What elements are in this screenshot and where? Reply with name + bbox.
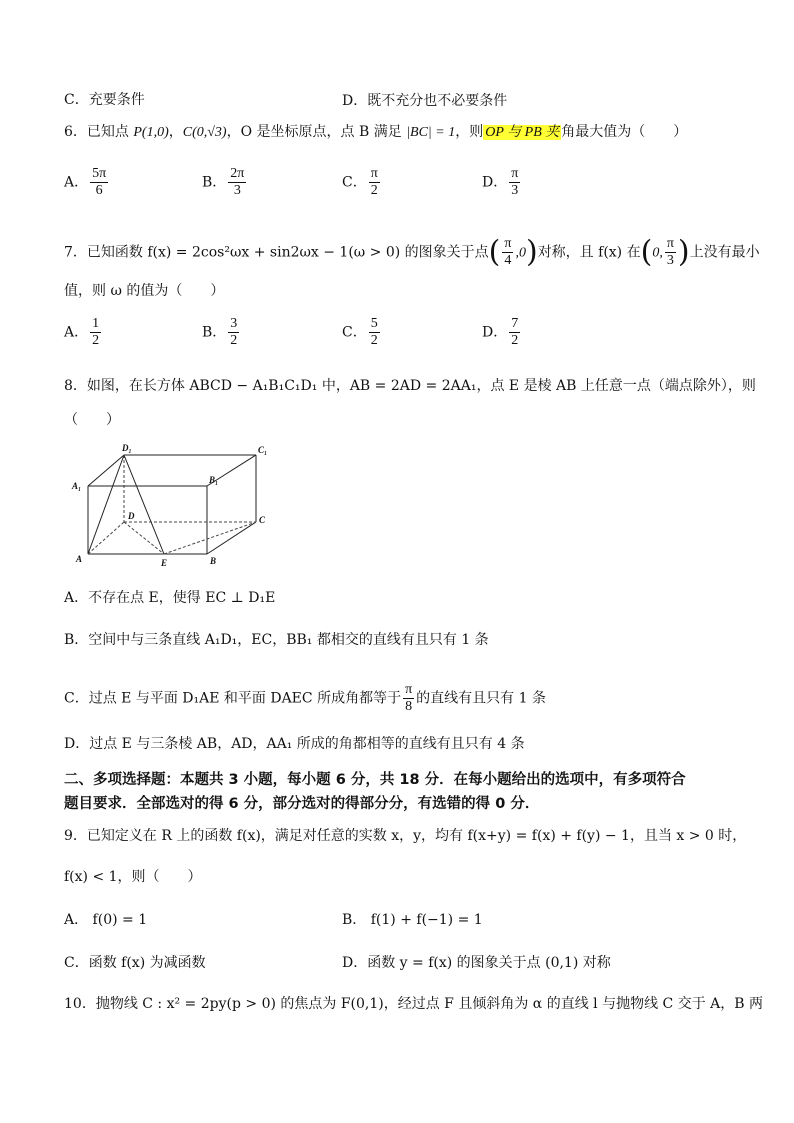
frac-num: π — [405, 682, 413, 697]
q7-option-a-frac — [90, 316, 101, 349]
label-d: D — [128, 511, 135, 521]
frac-den: 2 — [370, 183, 378, 198]
q9-stem-line1: 9．已知定义在 R 上的函数 f(x)，满足对任意的实数 x，y，均有 f(x+y) = f(x) + f(y) − 1，且当 x > 0 时， — [64, 828, 747, 844]
q6-option-a-frac — [90, 166, 108, 199]
q6-option-c-letter: C． — [342, 174, 367, 191]
q6-option-b-frac — [228, 166, 246, 199]
edge-b-c — [207, 522, 256, 554]
q7-option-c — [342, 316, 382, 349]
q6-highlight: OP 与 PB 夹 — [485, 125, 560, 140]
label-c1: C₁ — [258, 445, 268, 455]
q8-option-c-a: C．过点 E 与平面 D₁AE 和平面 DAEC 所成角都等于 — [64, 690, 402, 707]
section2-heading-line1: 二、多项选择题：本题共 3 小题，每小题 6 分，共 18 分．在每小题给出的选项中，有多项符合 — [64, 772, 686, 788]
frac-den: 2 — [230, 333, 238, 348]
q7-option-a — [64, 316, 103, 349]
q5-option-d: D．既不充分也不必要条件 — [342, 93, 508, 109]
q7-interval-head: 0, — [652, 245, 663, 261]
q6-option-d-frac — [509, 166, 520, 199]
q8-paren: （ ） — [64, 412, 120, 428]
q7-stem-c: 上没有最小 — [689, 244, 760, 261]
q7-option-b-frac — [228, 316, 239, 349]
frac-den: 8 — [405, 699, 413, 714]
q7-stem-b: 对称，且 f(x) 在 — [537, 244, 641, 261]
q6-option-d-letter: D． — [482, 174, 508, 191]
q9-option-a: A． f(0) = 1 — [64, 912, 148, 928]
q7-option-c-letter: C． — [342, 324, 367, 341]
q9-stem-line2: f(x) < 1，则（ ） — [64, 869, 202, 885]
q7-point-frac — [502, 236, 513, 269]
label-a1: A₁ — [72, 481, 82, 491]
frac-den: 6 — [95, 183, 103, 198]
q8-option-a: A．不存在点 E，使得 EC ⊥ D₁E — [64, 590, 276, 606]
frac-num: 7 — [511, 316, 519, 331]
q6-point-c: C(0,√3) — [182, 125, 227, 140]
q6-option-b — [202, 166, 248, 199]
q6-option-c-frac — [369, 166, 380, 199]
q6-option-d — [482, 166, 522, 199]
q7-stem: 7．已知函数 f(x) = 2cos²ωx + sin2ωx − 1(ω > 0) 的图象关于点( $\frac{\pi}{4}$ ,0)对称，且 f(x) 在(0, $\frac{\pi}{3}$ )上没有最小 — [64, 234, 760, 270]
frac-num: 5π — [92, 166, 107, 181]
frac-num: 3 — [230, 316, 238, 331]
frac-num: π — [666, 236, 674, 251]
frac-den: 2 — [370, 333, 378, 348]
frac-den: 3 — [666, 253, 674, 268]
frac-den: 2 — [511, 333, 519, 348]
q7-option-d-frac — [509, 316, 520, 349]
q6-stem-b: ，O 是坐标原点，点 B 满足 — [226, 124, 407, 140]
label-b: B — [210, 556, 217, 566]
q7-stem-a: 7．已知函数 f(x) = 2cos²ωx + sin2ωx − 1(ω > 0) 的图象关于点 — [64, 244, 489, 261]
q7-line2: 值，则 ω 的值为（ ） — [64, 283, 225, 299]
q7-option-b-letter: B． — [202, 324, 227, 341]
q8-option-b: B．空间中与三条直线 A₁D₁，EC，BB₁ 都相交的直线有且只有 1 条 — [64, 632, 489, 648]
frac-den: 3 — [511, 183, 519, 198]
hidden-seg-e-c — [164, 522, 256, 554]
label-c: C — [259, 515, 266, 525]
q9-option-d: D．函数 y = f(x) 的图象关于点 (0,1) 对称 — [342, 955, 611, 971]
frac-den: 3 — [233, 183, 241, 198]
q6-stem-d: 角最大值为（ ） — [561, 124, 688, 140]
q7-option-b — [202, 316, 241, 349]
q7-point-tail: ,0 — [515, 245, 526, 261]
q6-stem: 6．已知点 P(1,0)，C(0,√3)，O 是坐标原点，点 B 满足 |BC| = 1，则 OP 与 PB 夹 角最大值为（ ） — [64, 124, 688, 140]
q5-option-c: C．充要条件 — [64, 92, 145, 108]
q9-option-c: C．函数 f(x) 为减函数 — [64, 955, 206, 971]
section2-heading-line2: 题目要求．全部选对的得 6 分，部分选对的得部分分，有选错的得 0 分． — [64, 796, 540, 812]
q6-option-c — [342, 166, 382, 199]
q7-option-a-letter: A． — [64, 324, 89, 341]
q7-interval-frac — [665, 236, 676, 269]
q8-option-c — [64, 682, 546, 715]
q8-option-d: D．过点 E 与三条棱 AB，AD，AA₁ 所成的角都相等的直线有且只有 4 条 — [64, 736, 525, 752]
q7-option-d — [482, 316, 522, 349]
q8-option-c-frac — [403, 682, 414, 715]
q10-stem-line1: 10．抛物线 C : x² = 2py(p > 0) 的焦点为 F(0,1)，经过点 F 且倾斜角为 α 的直线 l 与抛物线 C 交于 A，B 两 — [64, 996, 763, 1012]
q6-option-a-letter: A． — [64, 174, 89, 191]
q6-option-b-letter: B． — [202, 174, 227, 191]
cuboid-figure — [64, 440, 284, 570]
q8-stem: 8．如图，在长方体 ABCD − A₁B₁C₁D₁ 中，AB = 2AD = 2AA₁，点 E 是棱 AB 上任意一点（端点除外），则 — [64, 378, 756, 394]
frac-num: 2π — [230, 166, 245, 181]
q6-stem-c: ，则 — [455, 124, 484, 140]
q7-option-c-frac — [369, 316, 380, 349]
q8-option-c-b: 的直线有且只有 1 条 — [416, 690, 546, 707]
label-d1: D₁ — [122, 443, 132, 453]
frac-num: π — [511, 166, 519, 181]
seg-d1-e — [124, 455, 164, 554]
q7-option-d-letter: D． — [482, 324, 508, 341]
frac-num: π — [370, 166, 378, 181]
label-a: A — [76, 554, 83, 564]
frac-num: 1 — [92, 316, 100, 331]
label-b1: B₁ — [209, 475, 219, 485]
label-e: E — [161, 558, 168, 568]
frac-num: 5 — [370, 316, 378, 331]
q6-point-p: P(1,0) — [133, 125, 169, 140]
frac-den: 2 — [92, 333, 100, 348]
q6-condition: |BC| = 1 — [406, 125, 456, 140]
q6-stem-a: 6．已知点 — [64, 124, 134, 140]
q9-option-b: B． f(1) + f(−1) = 1 — [342, 912, 483, 928]
frac-num: π — [504, 236, 512, 251]
q6-option-a — [64, 166, 110, 199]
frac-den: 4 — [504, 253, 512, 268]
